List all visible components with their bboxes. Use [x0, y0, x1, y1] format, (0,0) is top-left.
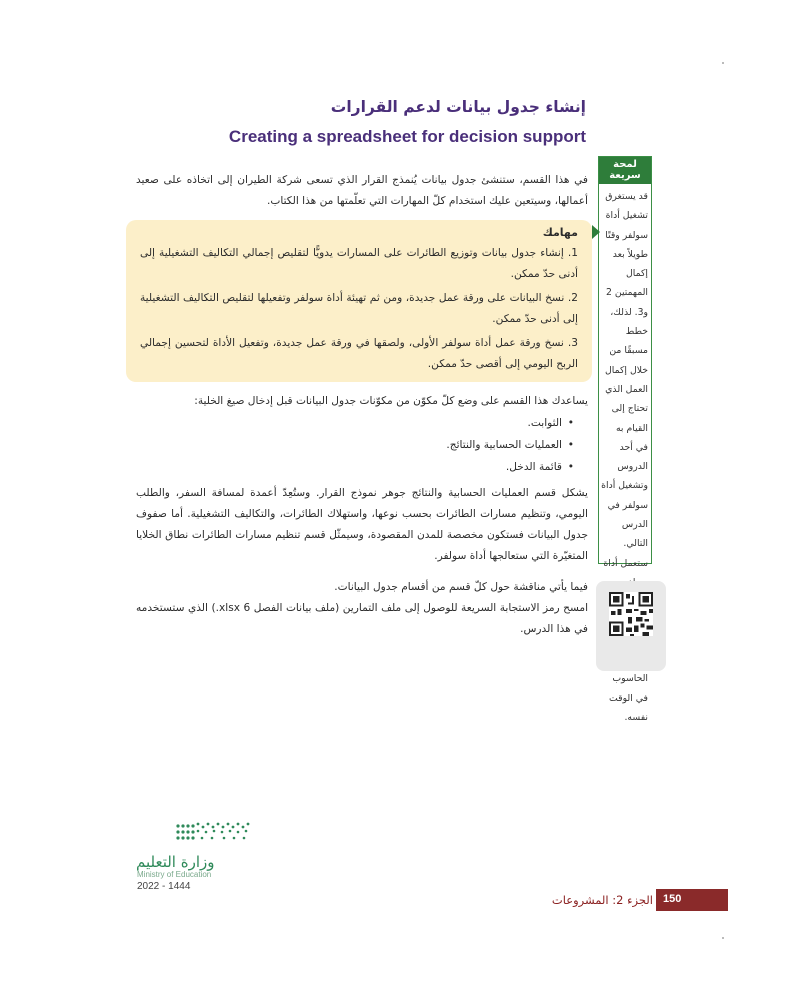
quick-tip-sidebar [598, 156, 652, 724]
discussion-text: فيما يأتي مناقشة حول كلّ قسم من أقسام جدول البيانات. [334, 581, 588, 593]
edition-year: 2022 - 1444 [137, 881, 191, 892]
components-intro: يساعدك هذا القسم على وضع كلّ مكوّن من مكوّنات جدول البيانات قبل إدخال صيغ الخلية: [194, 395, 588, 407]
ministry-logo-icon [136, 818, 256, 852]
sidebar-pointer-icon [592, 225, 600, 239]
qr-instructions: امسح رمز الاستجابة السريعة للوصول إلى ملف التمارين (ملف بيانات الفصل 6 xlsx.) الذي ستستخدمه في هذا الدرس. [136, 602, 589, 635]
tasks-box [126, 220, 592, 382]
qr-code-icon [609, 592, 653, 636]
footer-section-label: الجزء 2: المشروعات [551, 893, 653, 907]
list-item: • قائمة الدخل. [136, 456, 576, 478]
page-title-arabic: إنشاء جدول بيانات لدعم القرارات [330, 98, 586, 116]
ministry-name-arabic: وزارة التعليم [136, 853, 215, 871]
qr-code[interactable] [596, 581, 666, 671]
page-title-english: Creating a spreadsheet for decision support [228, 127, 586, 146]
tasks-title: مهامك [542, 226, 578, 239]
sidebar-heading: لمحة سريعة [599, 157, 651, 184]
tasks-list [140, 243, 578, 375]
ministry-name-english: Ministry of Education [137, 870, 212, 879]
task-item: 1. إنشاء جدول بيانات وتوزيع الطائرات على المسارات يدويًّا لتقليص إجمالي التكاليف التشغيلية إلى أدنى حدّ ممكن. [140, 247, 579, 280]
page-number: 150 [656, 889, 728, 911]
task-item: 2. نسخ البيانات على ورقة عمل جديدة، ومن ثم تهيئة أداة سولفر وتفعيلها لتقليص التكاليف التشغيلية إلى أدنى حدّ ممكن. [140, 292, 578, 325]
components-list [136, 412, 576, 478]
sidebar-text: قد يستغرق تشغيل أداة سولفر وقتًا طويلاً بعد إكمال المهمتين 2 و3. لذلك، خطط مسبقًا من خلال إكمال العمل الذي تحتاج إلى القيام به في أحد الدروس وتشغيل أداة سولفر في الدرس التالي. ستعمل أداة الحاسوب في الوقت نفسه. [601, 191, 648, 724]
intro-paragraph: في هذا القسم، ستنشئ جدول بيانات يُنمذج القرار الذي تسعى شركة الطيران إلى اتخاذه على صعيد أعمالها، وسيتعين عليك استخدام كلّ المهارات التي تعلّمتها من هذا الكتاب. [136, 174, 588, 207]
list-item: • العمليات الحسابية والنتائج. [136, 434, 576, 456]
core-paragraph: يشكل قسم العمليات الحسابية والنتائج جوهر نموذج القرار. وستُعِدّ أعمدة لمسافة السفر، والطلب اليومي، وتنظيم مسارات الطائرات بحسب نوعها، واستهلاك الطائرات، والتكاليف التشغيلية. أما صفوف جدول البيانات فستكون مخصصة للمدن المقصودة، وسيمثّل قسم تنظيم مسارات الطائرات نطاق الخلايا المتغيّرة التي ستعالجها أداة سولفر. [136, 487, 588, 562]
list-item: • الثوابت. [136, 412, 576, 434]
task-item: 3. نسخ ورقة عمل أداة سولفر الأولى، ولصقها في ورقة عمل جديدة، وتفعيل الأداة لتحسين إجمالي الربح اليومي إلى أقصى حدّ ممكن. [140, 337, 578, 370]
